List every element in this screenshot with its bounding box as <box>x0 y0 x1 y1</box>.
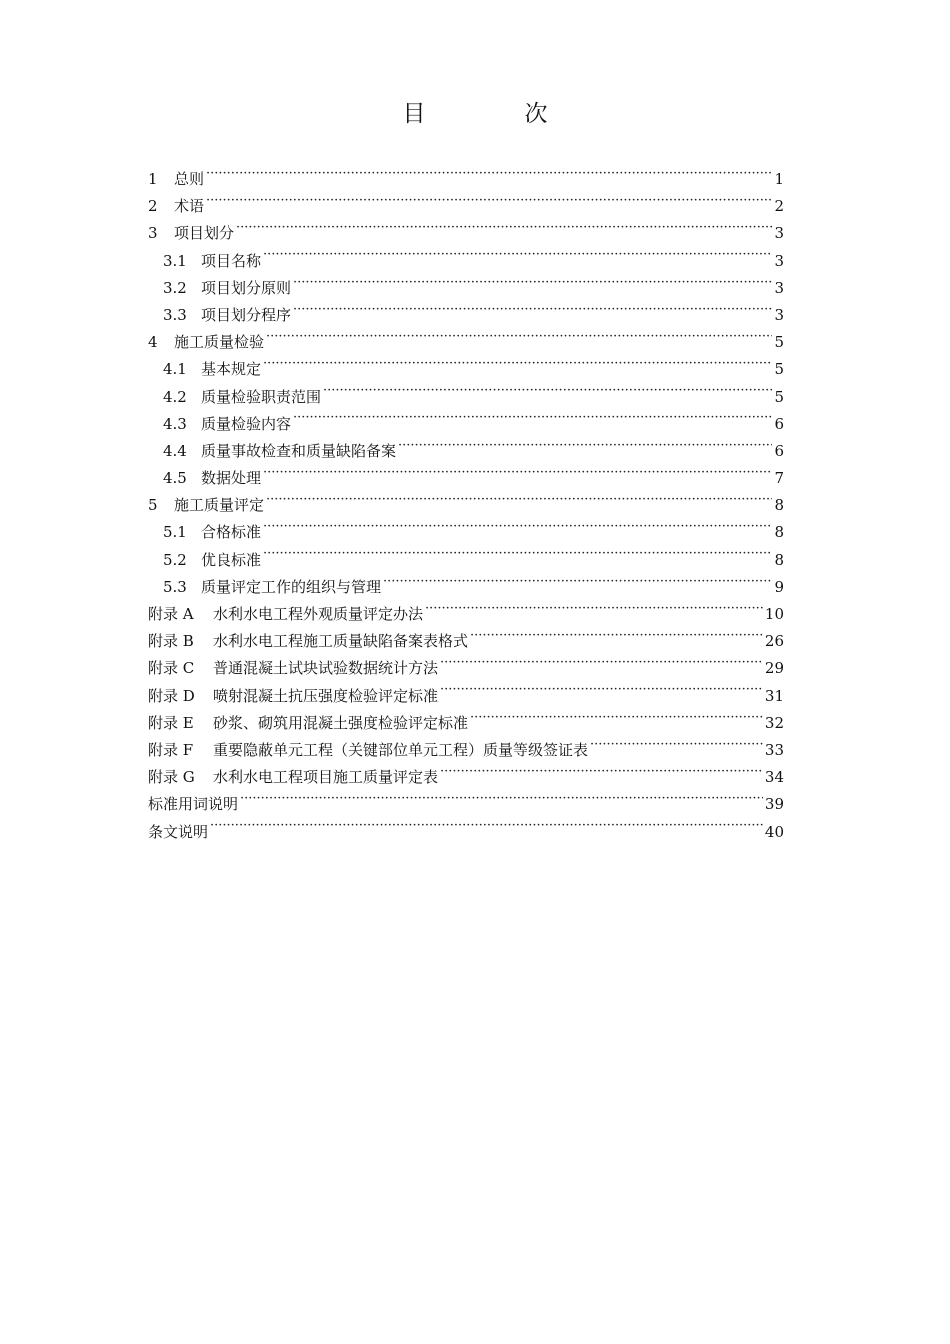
toc-entry-page-number: 3 <box>774 251 784 270</box>
toc-entry-page-number: 39 <box>764 795 784 814</box>
toc-entry-label: 数据处理 <box>201 469 262 488</box>
toc-entry[interactable] <box>148 438 784 465</box>
toc-entry-label: 总则 <box>174 170 205 188</box>
toc-dot-leader <box>398 441 772 456</box>
toc-entry[interactable] <box>148 737 784 764</box>
toc-entry-page-number: 8 <box>774 550 784 569</box>
toc-entry-page-number: 9 <box>774 577 784 596</box>
toc-dot-leader <box>590 740 763 755</box>
table-of-contents <box>148 166 784 846</box>
toc-entry-number: 4.2 <box>163 387 187 406</box>
toc-entry-number: 4.4 <box>163 441 187 460</box>
toc-entry-number: 4.1 <box>163 360 187 379</box>
toc-dot-leader <box>263 550 772 565</box>
toc-entry[interactable] <box>148 655 784 682</box>
toc-entry-label: 优良标准 <box>201 550 262 569</box>
toc-entry-page-number: 8 <box>774 523 784 542</box>
toc-entry-label: 质量检验职责范围 <box>201 387 322 406</box>
toc-dot-leader <box>266 495 772 510</box>
toc-entry-label: 质量事故检查和质量缺陷备案 <box>201 441 397 460</box>
toc-entry-number: 4.5 <box>163 469 187 488</box>
toc-dot-leader <box>293 278 772 293</box>
toc-entry-number: 5.3 <box>163 577 187 596</box>
toc-dot-leader <box>440 767 763 782</box>
toc-entry-number: 5.1 <box>163 523 187 542</box>
toc-entry-label: 质量检验内容 <box>201 414 292 433</box>
toc-entry[interactable] <box>148 248 784 275</box>
toc-entry[interactable] <box>148 764 784 791</box>
toc-entry[interactable] <box>148 465 784 492</box>
toc-entry-number: 附录 G <box>148 768 195 787</box>
toc-entry-label: 水利水电工程施工质量缺陷备案表格式 <box>213 632 469 651</box>
toc-entry[interactable] <box>148 356 784 383</box>
toc-entry[interactable] <box>148 601 784 628</box>
toc-entry-page-number: 34 <box>764 768 784 787</box>
toc-entry-page-number: 26 <box>764 632 784 651</box>
toc-dot-leader <box>383 577 772 592</box>
toc-entry-label: 水利水电工程外观质量评定办法 <box>213 605 424 623</box>
toc-entry-label: 普通混凝土试块试验数据统计方法 <box>213 659 439 678</box>
toc-entry[interactable] <box>148 166 784 193</box>
toc-entry[interactable] <box>148 275 784 302</box>
toc-dot-leader <box>206 169 772 184</box>
toc-entry-page-number: 3 <box>774 224 784 243</box>
toc-entry-page-number: 40 <box>764 822 784 841</box>
toc-entry-label: 施工质量检验 <box>174 333 265 352</box>
toc-entry[interactable] <box>148 302 784 329</box>
toc-entry[interactable] <box>148 329 784 356</box>
toc-entry-number: 附录 A <box>148 605 194 623</box>
toc-entry-number: 附录 D <box>148 686 195 705</box>
toc-entry-number: 3 <box>148 224 158 243</box>
toc-dot-leader <box>263 468 772 483</box>
toc-dot-leader <box>210 822 763 837</box>
toc-dot-leader <box>293 414 772 429</box>
toc-dot-leader <box>470 631 763 646</box>
toc-dot-leader <box>206 196 772 211</box>
toc-entry-page-number: 3 <box>774 305 784 324</box>
toc-entry-page-number: 8 <box>774 496 784 515</box>
toc-entry-number: 附录 B <box>148 632 194 651</box>
toc-entry[interactable] <box>148 519 784 546</box>
toc-entry-page-number: 10 <box>764 605 784 623</box>
toc-dot-leader <box>323 387 772 402</box>
toc-entry-number: 5.2 <box>163 550 187 569</box>
toc-dot-leader <box>263 251 772 266</box>
toc-entry-label: 项目划分 <box>174 224 235 243</box>
toc-entry-page-number: 5 <box>774 387 784 406</box>
toc-entry-label: 标准用词说明 <box>148 795 239 814</box>
toc-title: 目 次 <box>402 101 586 127</box>
toc-entry-page-number: 1 <box>774 170 784 188</box>
toc-entry-page-number: 5 <box>774 360 784 379</box>
toc-entry-page-number: 6 <box>774 414 784 433</box>
toc-entry[interactable] <box>148 220 784 247</box>
toc-entry-number: 附录 F <box>148 740 194 759</box>
toc-entry-page-number: 5 <box>774 333 784 352</box>
toc-dot-leader <box>263 522 772 537</box>
toc-entry-number: 附录 E <box>148 713 194 732</box>
toc-entry[interactable] <box>148 547 784 574</box>
toc-entry-number: 4.3 <box>163 414 187 433</box>
toc-entry-label: 项目名称 <box>201 251 262 270</box>
toc-entry-number: 3.1 <box>163 251 187 270</box>
toc-entry-label: 砂浆、砌筑用混凝土强度检验评定标准 <box>213 713 469 732</box>
toc-entry-page-number: 6 <box>774 441 784 460</box>
toc-entry-page-number: 7 <box>774 469 784 488</box>
toc-entry-number: 5 <box>148 496 158 515</box>
toc-entry-page-number: 32 <box>764 713 784 732</box>
toc-entry-label: 重要隐蔽单元工程（关键部位单元工程）质量等级签证表 <box>213 740 589 759</box>
toc-entry[interactable] <box>148 492 784 519</box>
toc-entry-label: 喷射混凝土抗压强度检验评定标准 <box>213 686 439 705</box>
toc-entry-page-number: 33 <box>764 740 784 759</box>
toc-entry-number: 4 <box>148 333 158 352</box>
toc-entry-number: 3.3 <box>163 305 187 324</box>
toc-entry-label: 合格标准 <box>201 523 262 542</box>
toc-entry-label: 条文说明 <box>148 822 209 841</box>
toc-dot-leader <box>440 686 763 701</box>
toc-entry-page-number: 31 <box>764 686 784 705</box>
toc-dot-leader <box>293 305 772 320</box>
toc-entry-label: 项目划分程序 <box>201 305 292 324</box>
toc-entry-page-number: 3 <box>774 278 784 297</box>
toc-entry-label: 质量评定工作的组织与管理 <box>201 577 382 596</box>
toc-dot-leader <box>266 332 772 347</box>
toc-entry[interactable] <box>148 683 784 710</box>
toc-entry-label: 基本规定 <box>201 360 262 379</box>
toc-dot-leader <box>236 223 772 238</box>
toc-entry[interactable] <box>148 384 784 411</box>
toc-dot-leader <box>240 794 763 809</box>
toc-entry-page-number: 29 <box>764 659 784 678</box>
toc-dot-leader <box>425 604 763 619</box>
toc-entry-number: 3.2 <box>163 278 187 297</box>
toc-entry[interactable] <box>148 193 784 220</box>
toc-dot-leader <box>470 713 763 728</box>
toc-entry-label: 项目划分原则 <box>201 278 292 297</box>
toc-entry[interactable] <box>148 628 784 655</box>
toc-entry[interactable] <box>148 574 784 601</box>
toc-entry-number: 附录 C <box>148 659 195 678</box>
toc-dot-leader <box>440 658 763 673</box>
toc-entry-label: 术语 <box>174 197 205 216</box>
toc-entry-number: 2 <box>148 197 158 216</box>
toc-entry-label: 水利水电工程项目施工质量评定表 <box>213 768 439 787</box>
toc-entry-label: 施工质量评定 <box>174 496 265 515</box>
toc-entry[interactable] <box>148 411 784 438</box>
toc-entry-number: 1 <box>148 170 158 188</box>
toc-entry[interactable] <box>148 819 784 846</box>
toc-dot-leader <box>263 359 772 374</box>
toc-entry[interactable] <box>148 710 784 737</box>
toc-entry[interactable] <box>148 791 784 818</box>
toc-entry-page-number: 2 <box>774 197 784 216</box>
